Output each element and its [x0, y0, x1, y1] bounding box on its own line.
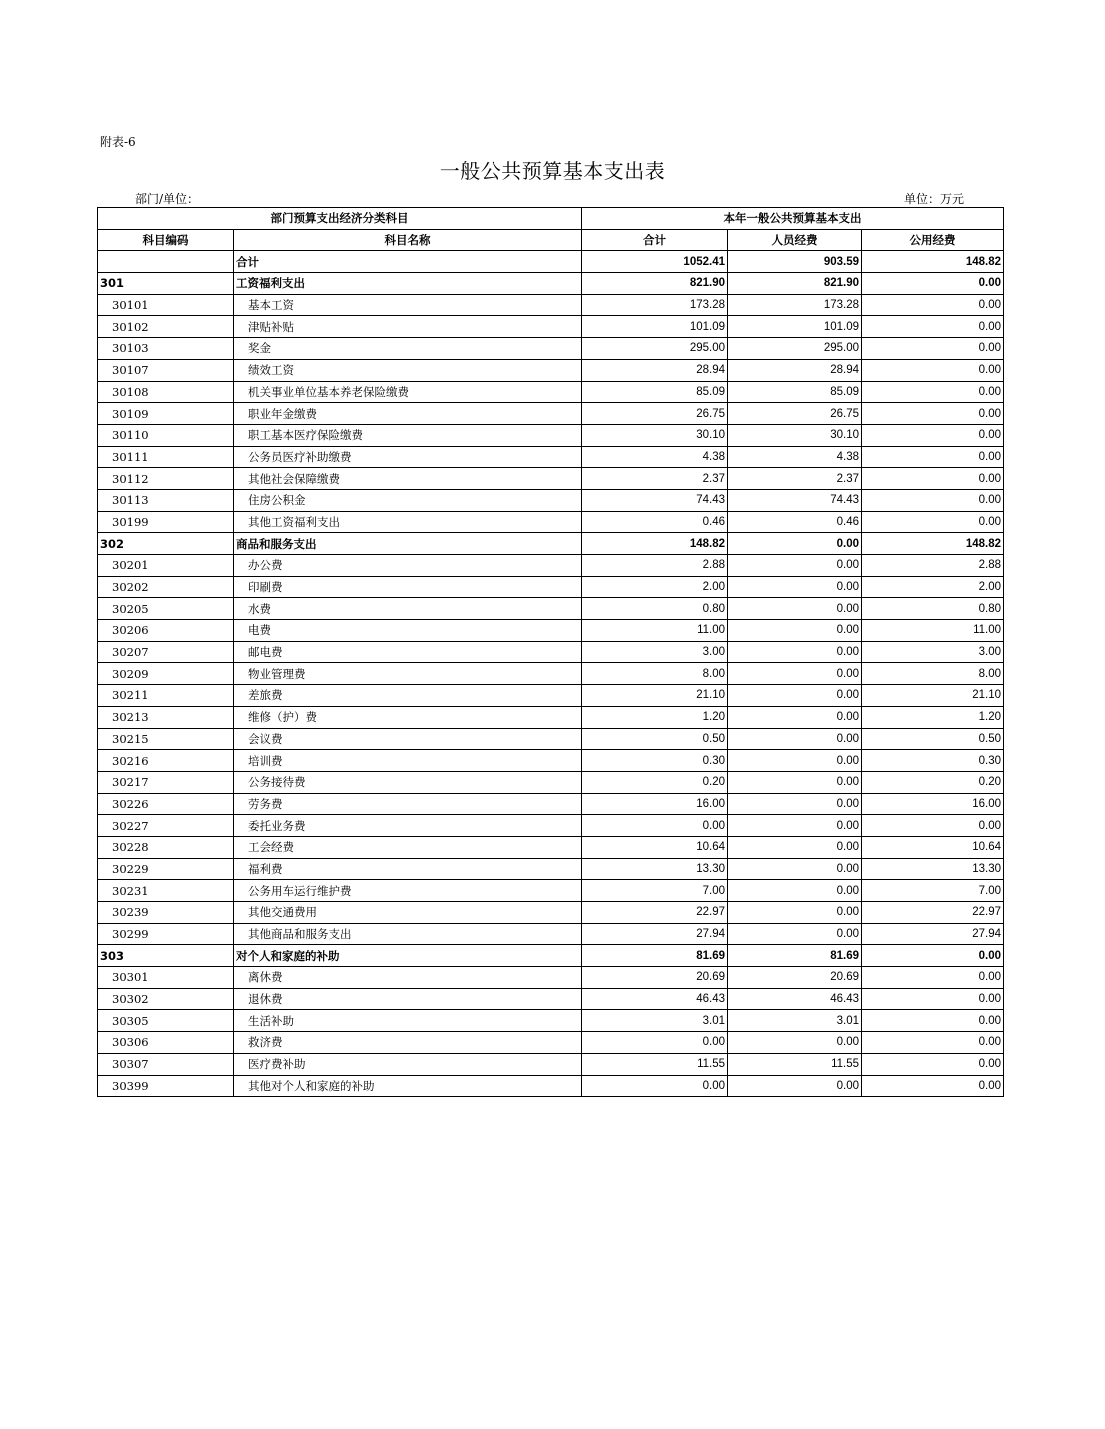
table-row: [98, 511, 1004, 533]
table-row: [98, 945, 1004, 967]
row-personnel: 0.00: [728, 1032, 862, 1054]
row-name: 公务员医疗补助缴费: [234, 446, 582, 468]
row-total: 173.28: [582, 294, 728, 316]
row-public: 0.00: [862, 1010, 1004, 1032]
row-public: 0.00: [862, 489, 1004, 511]
row-code: 30239: [98, 902, 234, 924]
row-personnel: 0.00: [728, 706, 862, 728]
table-row: [98, 685, 1004, 707]
table-row: [98, 468, 1004, 490]
row-total: 11.00: [582, 620, 728, 642]
row-personnel: 0.00: [728, 533, 862, 555]
row-name: 福利费: [234, 858, 582, 880]
row-name: 培训费: [234, 750, 582, 772]
row-name: 其他交通费用: [234, 902, 582, 924]
row-code: 30227: [98, 815, 234, 837]
row-public: 13.30: [862, 858, 1004, 880]
row-public: 0.00: [862, 815, 1004, 837]
row-public: 1.20: [862, 706, 1004, 728]
row-personnel: 2.37: [728, 468, 862, 490]
row-code: 303: [98, 945, 234, 967]
row-name: 差旅费: [234, 685, 582, 707]
row-personnel: 0.00: [728, 880, 862, 902]
row-code: [98, 251, 234, 273]
row-total: 0.20: [582, 771, 728, 793]
row-personnel: 0.00: [728, 1075, 862, 1097]
row-public: 148.82: [862, 533, 1004, 555]
row-public: 0.00: [862, 273, 1004, 295]
row-name: 公务接待费: [234, 771, 582, 793]
row-personnel: 0.00: [728, 923, 862, 945]
row-name: 奖金: [234, 338, 582, 360]
row-code: 30199: [98, 511, 234, 533]
department-label: 部门/单位：: [135, 192, 200, 206]
table-row: [98, 1075, 1004, 1097]
row-code: 30211: [98, 685, 234, 707]
row-public: 0.00: [862, 1075, 1004, 1097]
row-name: 绩效工资: [234, 359, 582, 381]
row-total: 8.00: [582, 663, 728, 685]
row-name: 生活补助: [234, 1010, 582, 1032]
table-row: [98, 620, 1004, 642]
header-total: 合计: [582, 229, 728, 251]
unit-label: 单位：万元: [904, 192, 965, 206]
row-total: 20.69: [582, 967, 728, 989]
table-row: [98, 359, 1004, 381]
row-total: 0.00: [582, 1075, 728, 1097]
row-name: 机关事业单位基本养老保险缴费: [234, 381, 582, 403]
row-total: 74.43: [582, 489, 728, 511]
row-code: 30299: [98, 923, 234, 945]
row-public: 0.00: [862, 294, 1004, 316]
row-name: 退休费: [234, 988, 582, 1010]
row-personnel: 20.69: [728, 967, 862, 989]
row-public: 2.88: [862, 555, 1004, 577]
row-name: 工会经费: [234, 836, 582, 858]
row-code: 30201: [98, 555, 234, 577]
table-row: [98, 923, 1004, 945]
row-personnel: 821.90: [728, 273, 862, 295]
table-row: [98, 576, 1004, 598]
header-name: 科目名称: [234, 229, 582, 251]
table-row: [98, 793, 1004, 815]
header-column-row: [98, 229, 1004, 251]
row-public: 0.00: [862, 446, 1004, 468]
row-total: 81.69: [582, 945, 728, 967]
row-code: 301: [98, 273, 234, 295]
row-code: 30107: [98, 359, 234, 381]
row-code: 30306: [98, 1032, 234, 1054]
row-name: 职工基本医疗保险缴费: [234, 424, 582, 446]
table-row: [98, 251, 1004, 273]
row-public: 0.00: [862, 511, 1004, 533]
row-public: 0.00: [862, 338, 1004, 360]
table-row: [98, 316, 1004, 338]
header-personnel: 人员经费: [728, 229, 862, 251]
row-code: 30103: [98, 338, 234, 360]
row-name: 救济费: [234, 1032, 582, 1054]
row-personnel: 0.00: [728, 576, 862, 598]
row-personnel: 3.01: [728, 1010, 862, 1032]
row-total: 2.00: [582, 576, 728, 598]
row-personnel: 85.09: [728, 381, 862, 403]
row-total: 3.01: [582, 1010, 728, 1032]
row-total: 0.80: [582, 598, 728, 620]
table-row: [98, 750, 1004, 772]
row-name: 公务用车运行维护费: [234, 880, 582, 902]
row-name: 医疗费补助: [234, 1053, 582, 1075]
table-row: [98, 836, 1004, 858]
row-name: 物业管理费: [234, 663, 582, 685]
row-code: 30205: [98, 598, 234, 620]
table-row: [98, 533, 1004, 555]
row-name: 商品和服务支出: [234, 533, 582, 555]
table-row: [98, 641, 1004, 663]
row-name: 劳务费: [234, 793, 582, 815]
table-row: [98, 598, 1004, 620]
row-public: 0.00: [862, 967, 1004, 989]
row-total: 22.97: [582, 902, 728, 924]
row-personnel: 0.00: [728, 620, 862, 642]
table-row: [98, 663, 1004, 685]
row-code: 30226: [98, 793, 234, 815]
table-row: [98, 1053, 1004, 1075]
row-personnel: 0.00: [728, 836, 862, 858]
row-personnel: 903.59: [728, 251, 862, 273]
header-public: 公用经费: [862, 229, 1004, 251]
row-public: 0.00: [862, 359, 1004, 381]
row-public: 21.10: [862, 685, 1004, 707]
row-public: 16.00: [862, 793, 1004, 815]
row-code: 30102: [98, 316, 234, 338]
row-name: 维修（护）费: [234, 706, 582, 728]
row-public: 0.00: [862, 1032, 1004, 1054]
row-code: 30113: [98, 489, 234, 511]
table-row: [98, 771, 1004, 793]
table-row: [98, 446, 1004, 468]
header-group-right: 本年一般公共预算基本支出: [582, 208, 1004, 230]
row-personnel: 0.00: [728, 641, 862, 663]
row-public: 27.94: [862, 923, 1004, 945]
row-name: 邮电费: [234, 641, 582, 663]
table-row: [98, 403, 1004, 425]
row-total: 7.00: [582, 880, 728, 902]
row-public: 0.00: [862, 424, 1004, 446]
table-row: [98, 381, 1004, 403]
row-personnel: 0.00: [728, 750, 862, 772]
row-code: 30202: [98, 576, 234, 598]
table-row: [98, 338, 1004, 360]
row-name: 职业年金缴费: [234, 403, 582, 425]
row-total: 295.00: [582, 338, 728, 360]
row-code: 30399: [98, 1075, 234, 1097]
row-personnel: 0.00: [728, 902, 862, 924]
table-row: [98, 489, 1004, 511]
row-public: 0.00: [862, 403, 1004, 425]
row-code: 30305: [98, 1010, 234, 1032]
row-code: 302: [98, 533, 234, 555]
row-code: 30112: [98, 468, 234, 490]
table-row: [98, 880, 1004, 902]
row-code: 30108: [98, 381, 234, 403]
table-row: [98, 555, 1004, 577]
row-personnel: 0.00: [728, 793, 862, 815]
row-personnel: 30.10: [728, 424, 862, 446]
row-public: 2.00: [862, 576, 1004, 598]
row-name: 合计: [234, 251, 582, 273]
row-code: 30229: [98, 858, 234, 880]
annex-label: 附表-6: [100, 135, 136, 149]
table-row: [98, 815, 1004, 837]
header-code: 科目编码: [98, 229, 234, 251]
row-public: 8.00: [862, 663, 1004, 685]
table-row: [98, 988, 1004, 1010]
row-personnel: 28.94: [728, 359, 862, 381]
row-total: 0.46: [582, 511, 728, 533]
row-code: 30101: [98, 294, 234, 316]
row-total: 10.64: [582, 836, 728, 858]
row-code: 30302: [98, 988, 234, 1010]
page-title: 一般公共预算基本支出表: [439, 159, 666, 183]
row-public: 0.00: [862, 316, 1004, 338]
budget-table: [97, 207, 1004, 1097]
row-code: 30216: [98, 750, 234, 772]
row-total: 3.00: [582, 641, 728, 663]
row-public: 0.00: [862, 945, 1004, 967]
row-total: 30.10: [582, 424, 728, 446]
row-personnel: 11.55: [728, 1053, 862, 1075]
row-code: 30217: [98, 771, 234, 793]
row-total: 0.30: [582, 750, 728, 772]
row-code: 30111: [98, 446, 234, 468]
table-row: [98, 728, 1004, 750]
row-code: 30209: [98, 663, 234, 685]
row-public: 3.00: [862, 641, 1004, 663]
table-row: [98, 424, 1004, 446]
header-group-row: [98, 208, 1004, 230]
table-row: [98, 1032, 1004, 1054]
row-public: 0.00: [862, 381, 1004, 403]
row-public: 0.80: [862, 598, 1004, 620]
row-public: 7.00: [862, 880, 1004, 902]
row-name: 对个人和家庭的补助: [234, 945, 582, 967]
row-public: 0.50: [862, 728, 1004, 750]
row-code: 30215: [98, 728, 234, 750]
row-public: 0.00: [862, 468, 1004, 490]
row-public: 10.64: [862, 836, 1004, 858]
row-total: 2.88: [582, 555, 728, 577]
row-personnel: 0.00: [728, 858, 862, 880]
row-name: 住房公积金: [234, 489, 582, 511]
row-personnel: 81.69: [728, 945, 862, 967]
table-row: [98, 706, 1004, 728]
row-code: 30213: [98, 706, 234, 728]
table-row: [98, 967, 1004, 989]
row-name: 津贴补贴: [234, 316, 582, 338]
row-code: 30307: [98, 1053, 234, 1075]
table-row: [98, 902, 1004, 924]
row-name: 其他工资福利支出: [234, 511, 582, 533]
row-total: 13.30: [582, 858, 728, 880]
table-row: [98, 858, 1004, 880]
row-code: 30109: [98, 403, 234, 425]
row-personnel: 0.00: [728, 685, 862, 707]
row-public: 22.97: [862, 902, 1004, 924]
row-personnel: 4.38: [728, 446, 862, 468]
row-public: 11.00: [862, 620, 1004, 642]
row-public: 0.30: [862, 750, 1004, 772]
row-personnel: 0.00: [728, 815, 862, 837]
row-personnel: 295.00: [728, 338, 862, 360]
row-name: 办公费: [234, 555, 582, 577]
row-public: 0.00: [862, 1053, 1004, 1075]
row-total: 148.82: [582, 533, 728, 555]
row-public: 148.82: [862, 251, 1004, 273]
row-name: 会议费: [234, 728, 582, 750]
row-personnel: 0.00: [728, 663, 862, 685]
table-row: [98, 294, 1004, 316]
row-public: 0.00: [862, 988, 1004, 1010]
row-name: 电费: [234, 620, 582, 642]
row-name: 离休费: [234, 967, 582, 989]
row-name: 基本工资: [234, 294, 582, 316]
row-code: 30206: [98, 620, 234, 642]
row-personnel: 173.28: [728, 294, 862, 316]
row-personnel: 46.43: [728, 988, 862, 1010]
header-group-left: 部门预算支出经济分类科目: [98, 208, 582, 230]
row-name: 工资福利支出: [234, 273, 582, 295]
row-personnel: 26.75: [728, 403, 862, 425]
row-name: 其他对个人和家庭的补助: [234, 1075, 582, 1097]
row-total: 101.09: [582, 316, 728, 338]
row-total: 11.55: [582, 1053, 728, 1075]
row-personnel: 0.00: [728, 771, 862, 793]
row-personnel: 0.46: [728, 511, 862, 533]
row-name: 其他社会保障缴费: [234, 468, 582, 490]
row-name: 委托业务费: [234, 815, 582, 837]
row-personnel: 74.43: [728, 489, 862, 511]
row-total: 46.43: [582, 988, 728, 1010]
table-row: [98, 273, 1004, 295]
row-total: 21.10: [582, 685, 728, 707]
row-total: 0.50: [582, 728, 728, 750]
row-personnel: 0.00: [728, 555, 862, 577]
row-total: 85.09: [582, 381, 728, 403]
row-code: 30301: [98, 967, 234, 989]
row-public: 0.20: [862, 771, 1004, 793]
row-total: 1052.41: [582, 251, 728, 273]
table-row: [98, 1010, 1004, 1032]
row-code: 30110: [98, 424, 234, 446]
row-personnel: 0.00: [728, 598, 862, 620]
row-code: 30228: [98, 836, 234, 858]
row-name: 其他商品和服务支出: [234, 923, 582, 945]
row-total: 16.00: [582, 793, 728, 815]
row-total: 26.75: [582, 403, 728, 425]
row-total: 0.00: [582, 815, 728, 837]
row-code: 30207: [98, 641, 234, 663]
row-total: 27.94: [582, 923, 728, 945]
row-total: 2.37: [582, 468, 728, 490]
row-total: 28.94: [582, 359, 728, 381]
row-total: 821.90: [582, 273, 728, 295]
row-name: 印刷费: [234, 576, 582, 598]
row-name: 水费: [234, 598, 582, 620]
row-total: 4.38: [582, 446, 728, 468]
row-total: 1.20: [582, 706, 728, 728]
row-total: 0.00: [582, 1032, 728, 1054]
row-personnel: 0.00: [728, 728, 862, 750]
row-personnel: 101.09: [728, 316, 862, 338]
row-code: 30231: [98, 880, 234, 902]
